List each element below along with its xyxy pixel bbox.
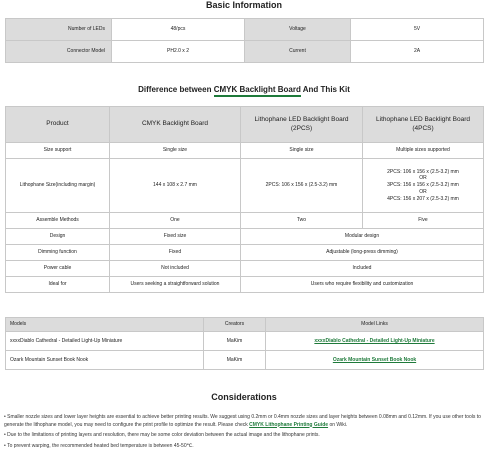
litho-size-4pcs [363,159,484,213]
consideration-text: To prevent warping, the recommended heated bed temperature is between 45-50℃. [7,442,194,449]
difference-suffix: And This Kit [302,85,350,94]
consideration-text: Smaller nozzle sizes and lower layer heights are essential to achieve better printing results. We suggest using 0.2mm or 0.4mm nozzle sizes and layer heights between 0.08mm and 0.12mm. If you use other tools to generate the lithophane model, you may need to configure the print profile to optimize the result. Please check [4,414,481,428]
current-label: Current [245,41,351,63]
consideration-item: • To prevent warping, the recommended heated bed temperature is between 45-50℃. [4,442,194,449]
assemble-4pcs: Five [363,213,484,229]
models-header-models: Models [6,318,204,332]
header-cmyk: CMYK Backlight Board [110,107,241,143]
litho-4pcs-line: 3PCS: 156 x 156 x (2.5-3.2) mm [387,182,459,189]
litho-size-2pcs: 2PCS: 106 x 156 x (2.5-3.2) mm [241,159,363,213]
difference-prefix: Difference between [138,85,212,94]
assemble-2pcs: Two [241,213,363,229]
model-link[interactable]: Ozark Mountain Sunset Book Nook [332,356,417,363]
comparison-table [5,106,484,293]
dimming-cmyk: Fixed [110,245,241,261]
litho-4pcs-or: OR [419,188,427,195]
basic-info-title: Basic Information [205,0,282,10]
row-label-size-support: Size support [6,143,110,159]
consideration-item: • Due to the limitations of printing layers and resolution, there may be some color deviation between the actual image and the lithophane prints. [4,432,320,438]
dimming-kit: Adjustable (long-press dimming) [241,245,484,261]
power-cmyk: Not included [110,261,241,277]
row-label-assemble: Assemble Methods [6,213,110,229]
ideal-cmyk: Users seeking a straightforward solution [110,277,241,293]
leds-label: Number of LEDs [6,19,112,41]
power-kit: Included [241,261,484,277]
row-label-dimming: Dimming function [6,245,110,261]
voltage-value: 5V [351,19,484,41]
model-name: Ozark Mountain Sunset Book Nook [6,351,204,370]
models-header-creators: Creators [204,318,266,332]
design-kit: Modular design [241,229,484,245]
leds-value: 48/pcs [112,19,245,41]
printing-guide-link[interactable]: CMYK Lithophane Printing Guide [249,421,329,428]
cmyk-board-link[interactable]: CMYK Backlight Board [214,85,301,97]
model-link[interactable]: xxxxDiablo Cathedral - Detailed Light-Up Miniature [314,337,435,344]
header-4pcs: Lithophane LED Backlight Board (4PCS) [363,107,484,143]
litho-4pcs-or: OR [419,175,427,182]
consideration-item: • Smaller nozzle sizes and lower layer heights are essential to achieve better printing results. We suggest using 0.2mm or 0.4mm nozzle sizes and layer heights between 0.08mm and 0.12mm. If you use other tools to generate the lithophane model, you may need to configure the print profile to optimize the result. Please check CMYK Lithophane Printing Guide on Wiki. [4,414,481,428]
header-product: Product [6,107,110,143]
row-label-design: Design [6,229,110,245]
models-table [5,317,484,370]
considerations-list [4,414,484,450]
basic-info-table [5,18,484,63]
model-link-cell [266,332,484,351]
row-label-litho-size: Lithophane Size(including margin) [6,159,110,213]
models-header-links: Model Links [266,318,484,332]
row-label-power: Power cable [6,261,110,277]
litho-4pcs-line: 2PCS: 106 x 156 x (2.5-3.2) mm [387,168,459,175]
model-creator: MaKim [204,351,266,370]
assemble-cmyk: One [110,213,241,229]
connector-label: Connector Model [6,41,112,63]
litho-4pcs-line: 4PCS: 156 x 207 x (2.5-3.2) mm [387,195,459,202]
header-2pcs: Lithophane LED Backlight Board (2PCS) [241,107,363,143]
considerations-title: Considerations [211,392,277,402]
model-name: xxxxDiablo Cathedral - Detailed Light-Up Miniature [6,332,204,351]
consideration-text: Due to the limitations of printing layers and resolution, there may be some color deviation between the actual image and the lithophane prints. [7,432,320,438]
litho-size-cmyk: 144 x 108 x 2.7 mm [110,159,241,213]
current-value: 2A [351,41,484,63]
model-creator: MaKim [204,332,266,351]
row-label-ideal: Ideal for [6,277,110,293]
connector-value: PH2.0 x 2 [112,41,245,63]
ideal-kit: Users who require flexibility and customization [241,277,484,293]
size-support-2pcs: Single size [241,143,363,159]
voltage-label: Voltage [245,19,351,41]
consideration-text: on Wiki. [329,421,348,428]
model-link-cell [266,351,484,370]
size-support-4pcs: Multiple sizes supported [363,143,484,159]
size-support-cmyk: Single size [110,143,241,159]
difference-title [0,85,488,94]
design-cmyk: Fixed size [110,229,241,245]
